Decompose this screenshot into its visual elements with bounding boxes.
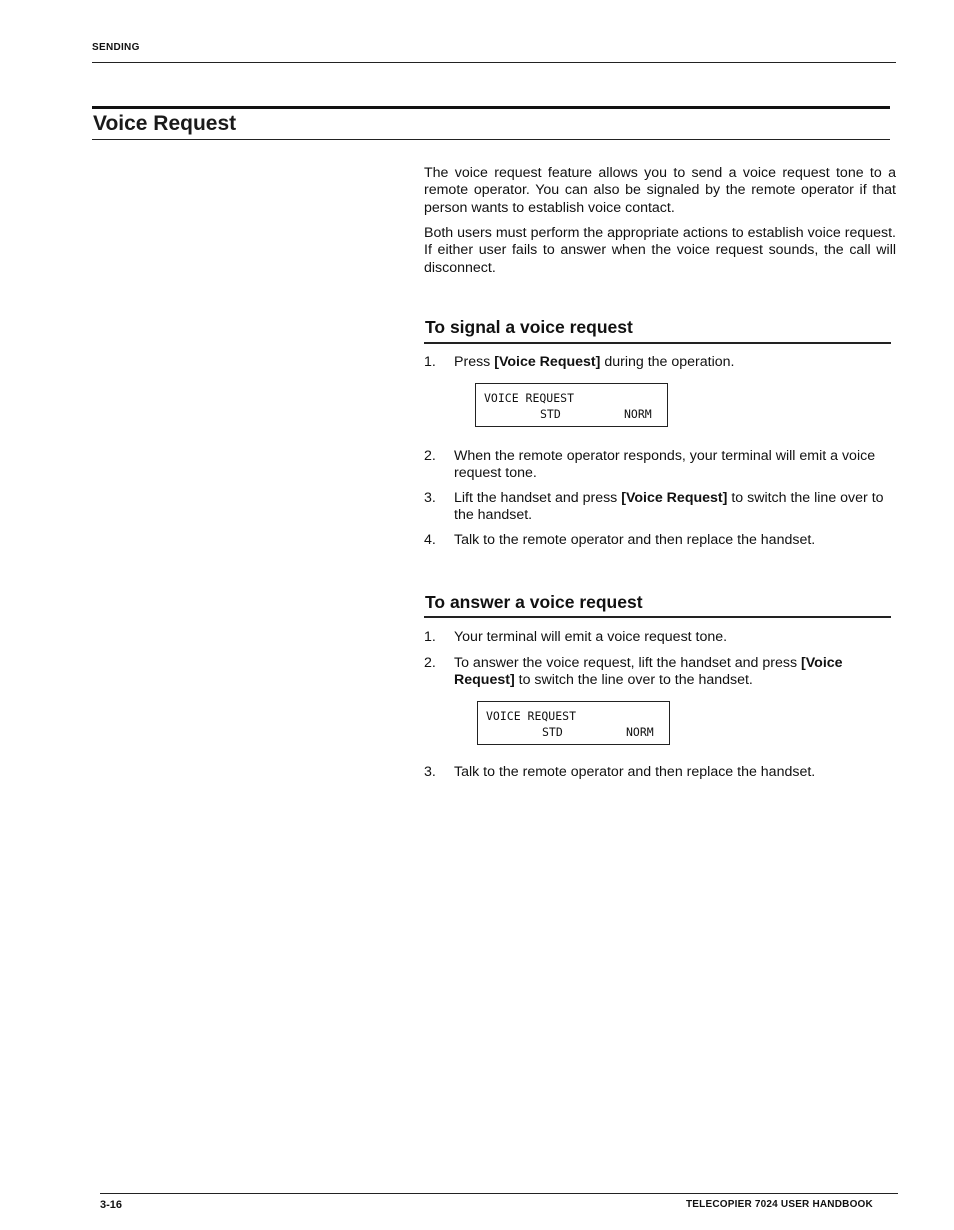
signal-step-2 [424, 448, 896, 483]
step-number: 3. [424, 490, 436, 506]
display-mode-std: STD [540, 407, 561, 421]
step-text: When the remote operator responds, your terminal will emit a voice request tone. [454, 448, 876, 482]
section-title: Voice Request [93, 112, 237, 135]
running-head: SENDING [92, 42, 140, 53]
display-mode-norm: NORM [624, 407, 652, 421]
step-text: To answer the voice request, lift the handset and press [Voice Request] to switch the line over to the handset. [454, 655, 843, 689]
signal-heading: To signal a voice request [425, 317, 633, 337]
intro-paragraph-2: Both users must perform the appropriate actions to establish voice request. If either user fails to answer when the voice request sounds, the call will disconnect. [424, 225, 896, 276]
lcd-display-signal [475, 383, 668, 427]
step-text: Press [Voice Request] during the operation. [454, 354, 735, 370]
answer-step-3 [424, 764, 896, 781]
step-text: Your terminal will emit a voice request tone. [454, 629, 728, 645]
signal-step-1 [424, 354, 896, 371]
step-number: 3. [424, 764, 436, 780]
answer-step-2 [424, 655, 896, 690]
step-text: Lift the handset and press [Voice Request] to switch the line over to the handset. [454, 490, 884, 524]
signal-step-4 [424, 532, 896, 549]
answer-heading: To answer a voice request [425, 592, 643, 612]
answer-heading-rule [424, 616, 891, 618]
lcd-display-answer [477, 701, 670, 745]
intro-paragraph-1: The voice request feature allows you to send a voice request tone to a remote operator. You can also be signaled by the remote operator if that person wants to establish voice contact. [424, 165, 896, 216]
header-rule [92, 62, 896, 63]
display-line-1: VOICE REQUEST [484, 391, 575, 405]
step-number: 2. [424, 448, 436, 464]
page-number: 3-16 [100, 1199, 123, 1211]
step-text: Talk to the remote operator and then replace the handset. [454, 764, 816, 780]
display-mode-std: STD [542, 725, 563, 739]
step-number: 2. [424, 655, 436, 671]
step-number: 4. [424, 532, 436, 548]
display-line-1: VOICE REQUEST [486, 709, 577, 723]
signal-heading-rule [424, 342, 891, 344]
step-number: 1. [424, 354, 436, 370]
footer-rule [100, 1193, 898, 1194]
section-title-top-rule [92, 106, 890, 109]
answer-step-1 [424, 629, 896, 646]
step-number: 1. [424, 629, 436, 645]
book-title: TELECOPIER 7024 USER HANDBOOK [686, 1199, 873, 1210]
step-text: Talk to the remote operator and then replace the handset. [454, 532, 816, 548]
section-title-bottom-rule [92, 139, 890, 140]
signal-step-3 [424, 490, 896, 525]
display-mode-norm: NORM [626, 725, 654, 739]
